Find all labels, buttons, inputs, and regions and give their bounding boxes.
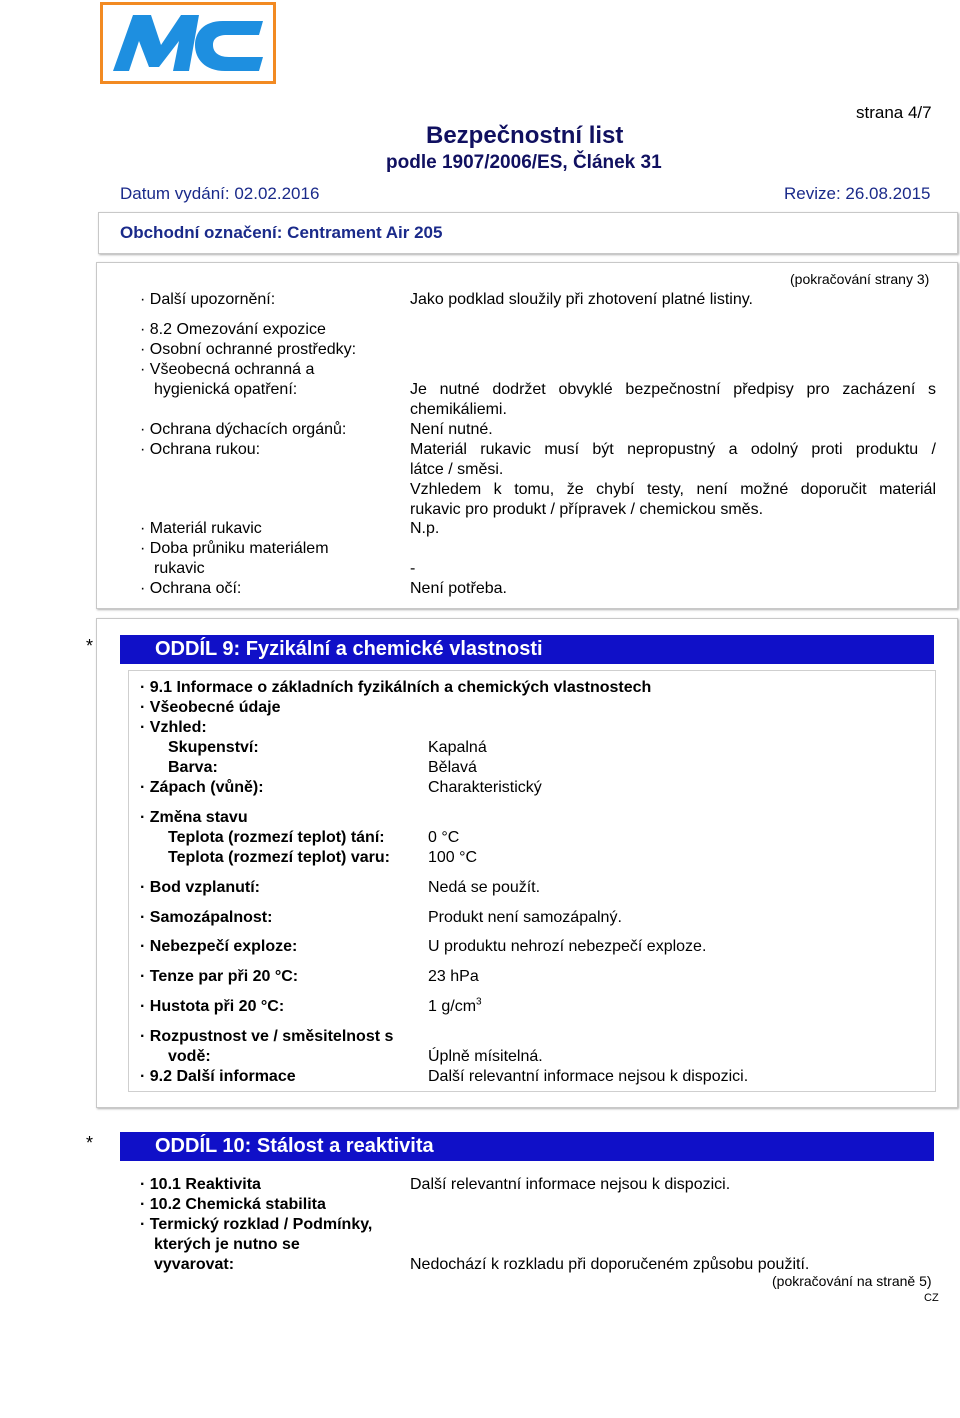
penetration-label-1: · Doba průniku materiálem xyxy=(140,540,329,557)
solubility-label-2: vodě: xyxy=(168,1048,211,1065)
hands-value-4: rukavic pro produkt / přípravek / chemickou směs. xyxy=(410,501,764,518)
section10-marker: * xyxy=(86,1133,94,1153)
language-code: CZ xyxy=(924,1292,939,1304)
respiratory-value: Není nutné. xyxy=(410,421,493,438)
form-label: Skupenství: xyxy=(168,739,259,756)
exposure-heading: · 8.2 Omezování expozice xyxy=(140,321,326,338)
hygiene-value-2: chemikáliemi. xyxy=(410,401,507,418)
revision-date: Revize: 26.08.2015 xyxy=(784,184,931,203)
hygiene-label-1: · Všeobecná ochranná a xyxy=(140,361,315,378)
document-title: Bezpečnostní list xyxy=(426,122,624,149)
melting-label: Teplota (rozmezí teplot) tání: xyxy=(168,829,385,846)
form-value: Kapalná xyxy=(428,739,487,756)
reactivity-label: · 10.1 Reaktivita xyxy=(140,1176,261,1193)
reactivity-value: Další relevantní informace nejsou k dispozici. xyxy=(410,1176,731,1193)
density-superscript: 3 xyxy=(476,996,482,1008)
continued-from: (pokračování strany 3) xyxy=(790,271,930,287)
penetration-value: - xyxy=(410,560,416,577)
hands-value-1: Materiál rukavic musí být nepropustný a odolný proti produktu / xyxy=(410,441,936,458)
ignition-label: · Samozápalnost: xyxy=(140,909,273,926)
glove-material-value: N.p. xyxy=(410,520,440,537)
hygiene-label-2: hygienická opatření: xyxy=(154,381,298,398)
continued-to: (pokračování na straně 5) xyxy=(772,1273,932,1289)
boiling-value: 100 °C xyxy=(428,849,478,866)
stability-label: · 10.2 Chemická stabilita xyxy=(140,1196,326,1213)
respiratory-label: · Ochrana dýchacích orgánů: xyxy=(140,421,347,438)
change-state-label: · Změna stavu xyxy=(140,809,248,826)
odour-label: · Zápach (vůně): xyxy=(140,779,264,796)
explosion-value: U produktu nehrozí nebezpečí exploze. xyxy=(428,938,707,955)
vapour-label: · Tenze par při 20 °C: xyxy=(140,968,299,985)
decomposition-label-3: vyvarovat: xyxy=(154,1256,235,1273)
vapour-value: 23 hPa xyxy=(428,968,479,985)
boiling-label: Teplota (rozmezí teplot) varu: xyxy=(168,849,390,866)
other-info-value: Další relevantní informace nejsou k dispozici. xyxy=(428,1068,749,1085)
other-info-label: · 9.2 Další informace xyxy=(140,1068,296,1085)
decomposition-label-1: · Termický rozklad / Podmínky, xyxy=(140,1216,373,1233)
explosion-label: · Nebezpečí exploze: xyxy=(140,938,298,955)
ppe-label: · Osobní ochranné prostředky: xyxy=(140,341,357,358)
melting-value: 0 °C xyxy=(428,829,460,846)
hands-value-2: látce / směsi. xyxy=(410,461,504,478)
solubility-label-1: · Rozpustnost ve / směsitelnost s xyxy=(140,1028,394,1045)
eyes-value: Není potřeba. xyxy=(410,580,507,597)
section10-title: ODDÍL 10: Stálost a reaktivita xyxy=(120,1132,934,1161)
page-number: strana 4/7 xyxy=(856,103,932,122)
further-label: · Další upozornění: xyxy=(140,291,276,308)
color-value: Bělavá xyxy=(428,759,477,776)
hygiene-value-1: Je nutné dodržet obvyklé bezpečnostní předpisy pro zacházení s xyxy=(410,381,936,398)
odour-value: Charakteristický xyxy=(428,779,542,796)
s9-general: · Všeobecné údaje xyxy=(140,699,281,716)
glove-material-label: · Materiál rukavic xyxy=(140,520,262,537)
flash-value: Nedá se použít. xyxy=(428,879,541,896)
density-value: 1 $g/cm^3$ xyxy=(428,996,482,1015)
document-subtitle: podle 1907/2006/ES, Článek 31 xyxy=(386,152,662,173)
section9-title: ODDÍL 9: Fyzikální a chemické vlastnosti xyxy=(120,635,934,664)
solubility-value: Úplně mísitelná. xyxy=(428,1048,543,1065)
density-label: · Hustota při 20 °C: xyxy=(140,998,285,1015)
further-value: Jako podklad sloužily při zhotovení platné listiny. xyxy=(410,291,753,308)
hands-value-3: Vzhledem k tomu, že chybí testy, není možné doporučit materiál xyxy=(410,481,936,498)
s9-heading: · 9.1 Informace o základních fyzikálních a chemických vlastnostech xyxy=(140,679,652,696)
flash-label: · Bod vzplanutí: xyxy=(140,879,260,896)
s9-appearance: · Vzhled: xyxy=(140,719,207,736)
issue-date: Datum vydání: 02.02.2016 xyxy=(120,184,320,203)
company-logo xyxy=(100,2,276,84)
trade-name: Obchodní označení: Centrament Air 205 xyxy=(120,223,443,242)
penetration-label-2: rukavic xyxy=(154,560,205,577)
decomposition-value: Nedochází k rozkladu při doporučeném způsobu použití. xyxy=(410,1256,810,1273)
hands-label: · Ochrana rukou: xyxy=(140,441,261,458)
color-label: Barva: xyxy=(168,759,218,776)
logo-mark xyxy=(103,5,273,81)
eyes-label: · Ochrana očí: xyxy=(140,580,242,597)
decomposition-label-2: kterých je nutno se xyxy=(154,1236,300,1253)
ignition-value: Produkt není samozápalný. xyxy=(428,909,622,926)
section9-marker: * xyxy=(86,636,94,656)
